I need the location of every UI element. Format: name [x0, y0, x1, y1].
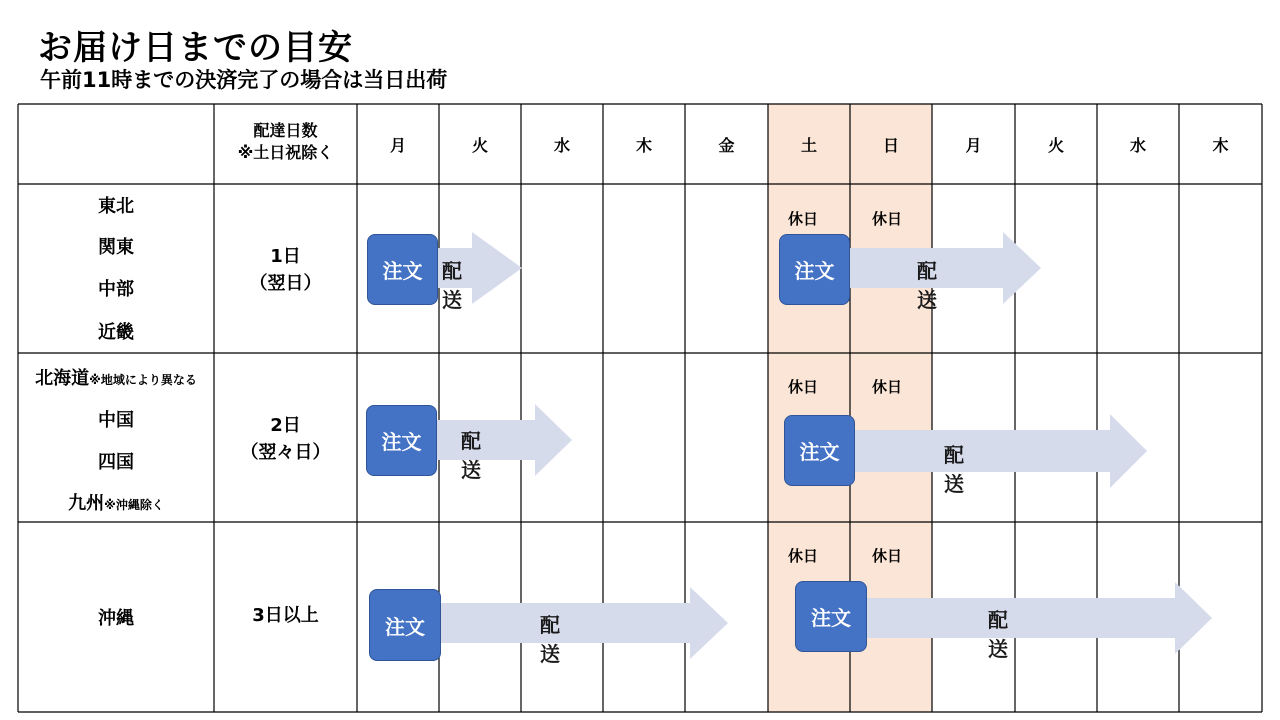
weekday-header: 木: [635, 136, 652, 155]
holiday-label: 休日: [872, 378, 903, 396]
delivery-days-value: 1日: [270, 246, 301, 267]
delivery-label: 配送: [944, 443, 964, 496]
delivery-days-value: 2日: [270, 415, 301, 436]
order-box: 注文: [795, 581, 867, 652]
region-label: 東北: [98, 196, 134, 217]
delivery-days: [214, 602, 357, 629]
weekday-header: 火: [471, 136, 488, 155]
region-label: 中部: [98, 279, 134, 300]
region-main: 九州: [68, 493, 105, 514]
region-label: 近畿: [98, 322, 134, 343]
holiday-label: 休日: [872, 547, 903, 565]
region-label: 沖縄: [98, 608, 134, 629]
region-label-kyushu: [18, 489, 214, 515]
weekday-header: 木: [1212, 136, 1229, 155]
weekday-header: 月: [389, 136, 406, 155]
days-header-note: ※土日祝除く: [237, 143, 334, 162]
region-label: 中国: [98, 410, 134, 431]
region-note: ※沖縄除く: [104, 498, 164, 512]
holiday-label: 休日: [788, 378, 819, 396]
delivery-label: 配送: [461, 429, 481, 482]
page-title: お届け日までの目安: [38, 28, 353, 68]
order-box: 注文: [779, 234, 850, 305]
delivery-label: 配送: [442, 259, 462, 312]
order-box: 注文: [366, 405, 437, 476]
weekday-header: 日: [882, 136, 899, 155]
delivery-days: [214, 243, 357, 297]
delivery-days-value: 3日以上: [252, 605, 319, 626]
delivery-days-note: （翌日）: [249, 273, 322, 294]
region-label: 関東: [98, 237, 134, 258]
delivery-days: [214, 412, 357, 466]
delivery-label: 配送: [540, 613, 560, 666]
order-box: 注文: [367, 234, 438, 305]
holiday-label: 休日: [788, 210, 819, 228]
days-column-header: [214, 120, 357, 164]
delivery-label: 配送: [917, 259, 937, 312]
weekday-header: 火: [1047, 136, 1064, 155]
weekday-header: 月: [965, 136, 982, 155]
order-box: 注文: [784, 415, 855, 486]
weekday-header: 水: [1129, 136, 1146, 155]
region-label: 四国: [98, 452, 134, 473]
region-main: 北海道: [35, 368, 90, 389]
holiday-label: 休日: [788, 547, 819, 565]
weekday-header: 水: [553, 136, 570, 155]
delivery-days-note: （翌々日）: [240, 442, 331, 463]
weekday-header: 土: [800, 136, 817, 155]
order-box: 注文: [369, 589, 441, 661]
page-subtitle: 午前11時までの決済完了の場合は当日出荷: [40, 68, 448, 92]
weekday-header: 金: [718, 136, 735, 155]
region-note: ※地域により異なる: [89, 373, 197, 387]
delivery-label: 配送: [988, 608, 1008, 661]
holiday-label: 休日: [872, 210, 903, 228]
days-header-label: 配達日数: [253, 121, 318, 140]
region-label-hokkaido: [18, 364, 214, 390]
